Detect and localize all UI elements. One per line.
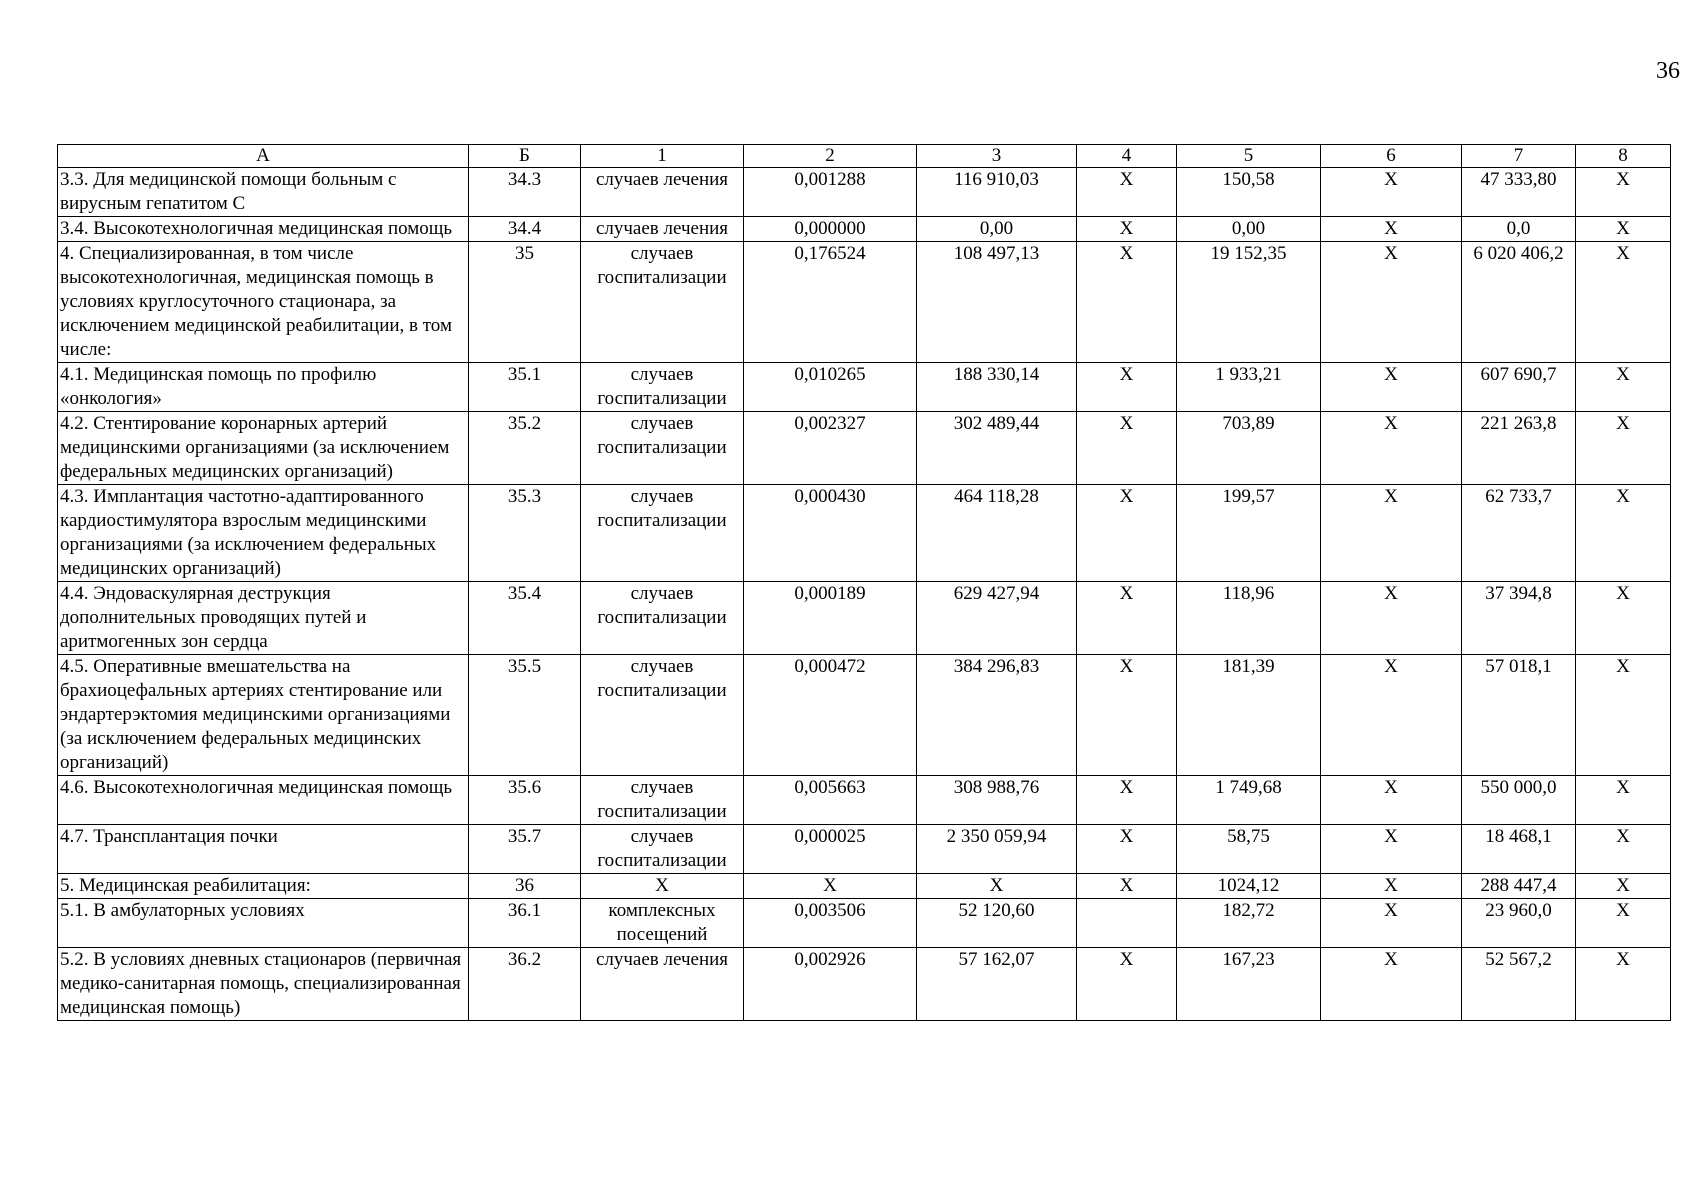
cell-col5: 167,23 <box>1177 948 1321 1021</box>
cell-col5: 118,96 <box>1177 582 1321 655</box>
column-header-3: 3 <box>917 145 1077 168</box>
cell-code: 35.5 <box>469 655 581 776</box>
cell-col4: X <box>1077 776 1177 825</box>
cell-code: 35 <box>469 242 581 363</box>
cell-norm: 0,000025 <box>744 825 917 874</box>
cell-unit: комплексных посещений <box>581 899 744 948</box>
column-header-1: 1 <box>581 145 744 168</box>
cell-cost: 0,00 <box>917 217 1077 242</box>
cell-col5: 1024,12 <box>1177 874 1321 899</box>
cell-col7: 288 447,4 <box>1462 874 1576 899</box>
cell-col6: X <box>1321 825 1462 874</box>
column-header-2: 2 <box>744 145 917 168</box>
cell-code: 34.3 <box>469 168 581 217</box>
cell-code: 36.1 <box>469 899 581 948</box>
cell-norm: 0,005663 <box>744 776 917 825</box>
column-header-4: 4 <box>1077 145 1177 168</box>
cell-col6: X <box>1321 874 1462 899</box>
cell-col8: X <box>1576 242 1671 363</box>
cell-col6: X <box>1321 776 1462 825</box>
cell-unit: случаев госпитализации <box>581 825 744 874</box>
cell-col7: 6 020 406,2 <box>1462 242 1576 363</box>
cell-unit: случаев госпитализации <box>581 485 744 582</box>
cell-col4: X <box>1077 874 1177 899</box>
cell-col5: 199,57 <box>1177 485 1321 582</box>
cell-col7: 52 567,2 <box>1462 948 1576 1021</box>
cell-col4: X <box>1077 217 1177 242</box>
table-row <box>58 874 1671 899</box>
cell-cost: 108 497,13 <box>917 242 1077 363</box>
cell-col8: X <box>1576 874 1671 899</box>
cell-norm: 0,000430 <box>744 485 917 582</box>
cell-norm: 0,002327 <box>744 412 917 485</box>
cell-unit: случаев госпитализации <box>581 582 744 655</box>
cell-name: 4. Специализированная, в том числе высокотехнологичная, медицинская помощь в условиях круглосуточного стационара, за исключением медицинской реабилитации, в том числе: <box>58 242 469 363</box>
cell-norm: 0,000000 <box>744 217 917 242</box>
cell-col5: 1 933,21 <box>1177 363 1321 412</box>
cell-code: 35.6 <box>469 776 581 825</box>
data-table <box>57 144 1671 1021</box>
table-row <box>58 363 1671 412</box>
cell-unit: случаев госпитализации <box>581 242 744 363</box>
cell-unit: случаев госпитализации <box>581 655 744 776</box>
table-row <box>58 412 1671 485</box>
cell-col7: 62 733,7 <box>1462 485 1576 582</box>
cell-cost: X <box>917 874 1077 899</box>
cell-code: 35.4 <box>469 582 581 655</box>
cell-col4: X <box>1077 948 1177 1021</box>
cell-col7: 607 690,7 <box>1462 363 1576 412</box>
cell-cost: 629 427,94 <box>917 582 1077 655</box>
cell-name: 4.1. Медицинская помощь по профилю «онкология» <box>58 363 469 412</box>
cell-cost: 302 489,44 <box>917 412 1077 485</box>
cell-col8: X <box>1576 948 1671 1021</box>
column-header-7: 7 <box>1462 145 1576 168</box>
cell-col8: X <box>1576 825 1671 874</box>
cell-code: 36.2 <box>469 948 581 1021</box>
table-row <box>58 582 1671 655</box>
cell-norm: 0,003506 <box>744 899 917 948</box>
cell-col4: X <box>1077 242 1177 363</box>
cell-cost: 2 350 059,94 <box>917 825 1077 874</box>
cell-col7: 221 263,8 <box>1462 412 1576 485</box>
cell-cost: 188 330,14 <box>917 363 1077 412</box>
cell-norm: 0,002926 <box>744 948 917 1021</box>
cell-col6: X <box>1321 242 1462 363</box>
cell-norm: 0,010265 <box>744 363 917 412</box>
cell-col4: X <box>1077 582 1177 655</box>
cell-col8: X <box>1576 485 1671 582</box>
cell-col8: X <box>1576 168 1671 217</box>
header-row <box>58 145 1671 168</box>
cell-col5: 703,89 <box>1177 412 1321 485</box>
cell-name: 5.1. В амбулаторных условиях <box>58 899 469 948</box>
cell-col7: 47 333,80 <box>1462 168 1576 217</box>
table-row <box>58 242 1671 363</box>
page-number: 36 <box>1656 58 1680 84</box>
cell-col8: X <box>1576 582 1671 655</box>
cell-col6: X <box>1321 948 1462 1021</box>
column-header-8: 8 <box>1576 145 1671 168</box>
cell-col7: 0,0 <box>1462 217 1576 242</box>
cell-cost: 52 120,60 <box>917 899 1077 948</box>
cell-col7: 550 000,0 <box>1462 776 1576 825</box>
cell-unit: случаев лечения <box>581 217 744 242</box>
cell-name: 4.4. Эндоваскулярная деструкция дополнительных проводящих путей и аритмогенных зон сердца <box>58 582 469 655</box>
column-header-6: 6 <box>1321 145 1462 168</box>
cell-col4: X <box>1077 412 1177 485</box>
cell-col5: 0,00 <box>1177 217 1321 242</box>
cell-col4: X <box>1077 825 1177 874</box>
cell-name: 3.3. Для медицинской помощи больным с вирусным гепатитом С <box>58 168 469 217</box>
cell-cost: 308 988,76 <box>917 776 1077 825</box>
cell-col6: X <box>1321 217 1462 242</box>
table-row <box>58 948 1671 1021</box>
cell-col8: X <box>1576 363 1671 412</box>
cell-code: 35.7 <box>469 825 581 874</box>
cell-unit: случаев лечения <box>581 948 744 1021</box>
cell-cost: 464 118,28 <box>917 485 1077 582</box>
cell-norm: 0,176524 <box>744 242 917 363</box>
cell-name: 4.3. Имплантация частотно-адаптированного кардиостимулятора взрослым медицинскими организациями (за исключением федеральных медицинских организаций) <box>58 485 469 582</box>
cell-col7: 57 018,1 <box>1462 655 1576 776</box>
cell-col7: 23 960,0 <box>1462 899 1576 948</box>
cell-col6: X <box>1321 168 1462 217</box>
cell-col8: X <box>1576 655 1671 776</box>
cell-name: 4.7. Трансплантация почки <box>58 825 469 874</box>
cell-name: 4.6. Высокотехнологичная медицинская помощь <box>58 776 469 825</box>
cell-name: 3.4. Высокотехнологичная медицинская помощь <box>58 217 469 242</box>
cell-unit: случаев госпитализации <box>581 412 744 485</box>
cell-name: 5.2. В условиях дневных стационаров (первичная медико-санитарная помощь, специализированная медицинская помощь) <box>58 948 469 1021</box>
cell-cost: 384 296,83 <box>917 655 1077 776</box>
cell-col6: X <box>1321 412 1462 485</box>
cell-col5: 181,39 <box>1177 655 1321 776</box>
cell-col5: 1 749,68 <box>1177 776 1321 825</box>
cell-norm: X <box>744 874 917 899</box>
cell-code: 36 <box>469 874 581 899</box>
table-body <box>58 168 1671 1021</box>
cell-name: 4.5. Оперативные вмешательства на брахиоцефальных артериях стентирование или эндартерэктомия медицинскими организациями (за исключением федеральных медицинских организаций) <box>58 655 469 776</box>
column-header-b: Б <box>469 145 581 168</box>
cell-code: 34.4 <box>469 217 581 242</box>
cell-col4: X <box>1077 168 1177 217</box>
cell-unit: случаев госпитализации <box>581 776 744 825</box>
cell-col4 <box>1077 899 1177 948</box>
cell-col8: X <box>1576 412 1671 485</box>
cell-col7: 18 468,1 <box>1462 825 1576 874</box>
cell-col6: X <box>1321 582 1462 655</box>
cell-col8: X <box>1576 776 1671 825</box>
table-row <box>58 899 1671 948</box>
table-row <box>58 825 1671 874</box>
table-row <box>58 776 1671 825</box>
cell-col6: X <box>1321 485 1462 582</box>
table-row <box>58 485 1671 582</box>
cell-unit: случаев госпитализации <box>581 363 744 412</box>
cell-norm: 0,000189 <box>744 582 917 655</box>
cell-unit: X <box>581 874 744 899</box>
cell-col4: X <box>1077 655 1177 776</box>
column-header-5: 5 <box>1177 145 1321 168</box>
cell-col5: 19 152,35 <box>1177 242 1321 363</box>
cell-col4: X <box>1077 485 1177 582</box>
cell-col4: X <box>1077 363 1177 412</box>
table-row <box>58 217 1671 242</box>
table-row <box>58 168 1671 217</box>
cell-col8: X <box>1576 899 1671 948</box>
cell-col6: X <box>1321 363 1462 412</box>
column-header-a: А <box>58 145 469 168</box>
cell-col7: 37 394,8 <box>1462 582 1576 655</box>
cell-code: 35.2 <box>469 412 581 485</box>
cell-col5: 58,75 <box>1177 825 1321 874</box>
cell-cost: 57 162,07 <box>917 948 1077 1021</box>
cell-col6: X <box>1321 899 1462 948</box>
cell-col6: X <box>1321 655 1462 776</box>
cell-name: 5. Медицинская реабилитация: <box>58 874 469 899</box>
cell-col5: 182,72 <box>1177 899 1321 948</box>
cell-name: 4.2. Стентирование коронарных артерий медицинскими организациями (за исключением федеральных медицинских организаций) <box>58 412 469 485</box>
cell-code: 35.1 <box>469 363 581 412</box>
table-row <box>58 655 1671 776</box>
cell-col5: 150,58 <box>1177 168 1321 217</box>
cell-norm: 0,001288 <box>744 168 917 217</box>
cell-unit: случаев лечения <box>581 168 744 217</box>
table-header <box>58 145 1671 168</box>
cell-norm: 0,000472 <box>744 655 917 776</box>
cell-code: 35.3 <box>469 485 581 582</box>
cell-col8: X <box>1576 217 1671 242</box>
cell-cost: 116 910,03 <box>917 168 1077 217</box>
